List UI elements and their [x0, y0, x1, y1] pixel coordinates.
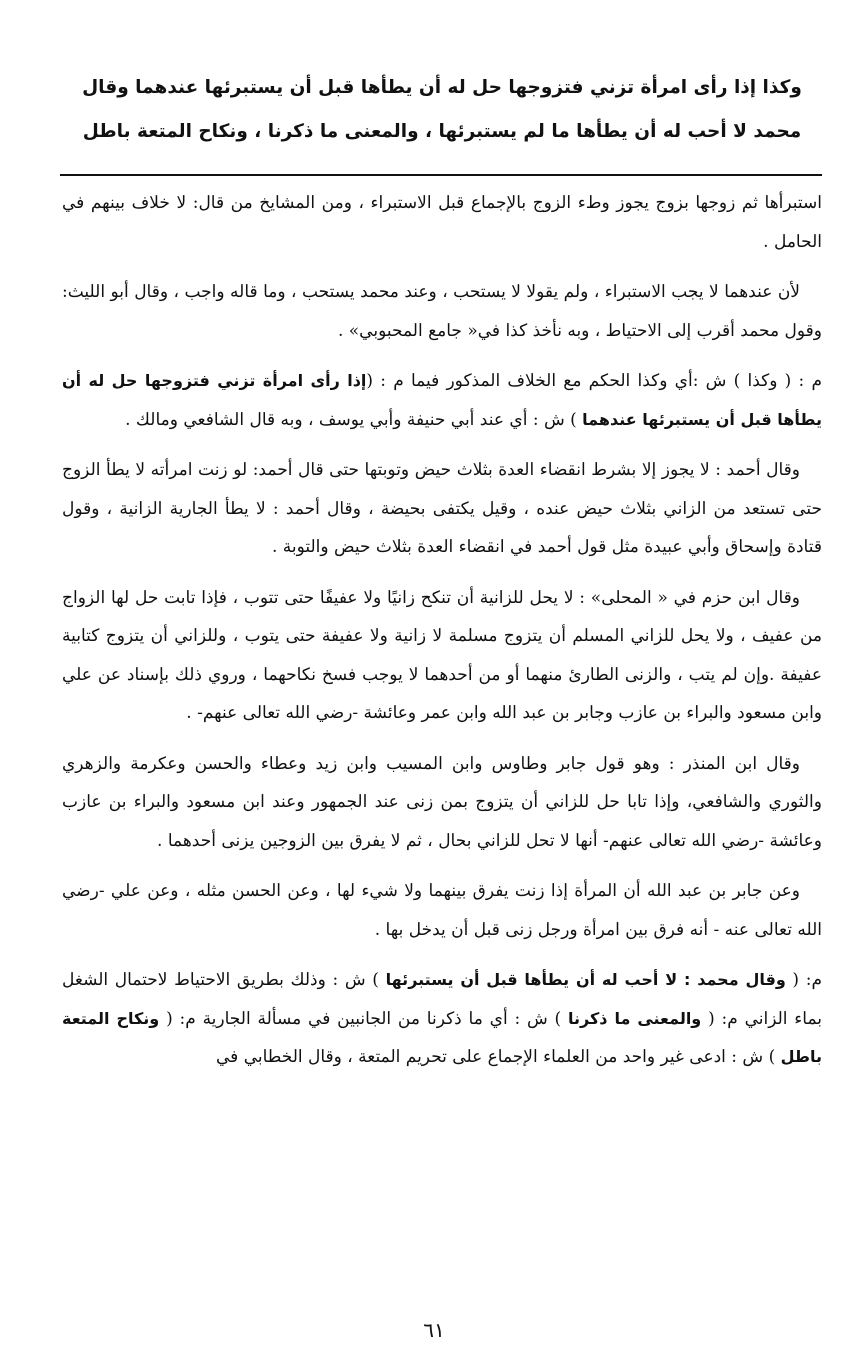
- commentary-text: م : ( وكذا ) ش :أي وكذا الحكم مع الخلاف المذكور فيما م : (: [366, 371, 822, 391]
- commentary-text: لأن عندهما لا يجب الاستبراء ، ولم يقولا لا يستحب ، وعند محمد يستحب ، وما قاله واجب ، وقال أبو الليث: وقول محمد أقرب إلى الاحتياط ، وبه نأخذ كذا في« جامع المحبوبي» .: [62, 282, 822, 341]
- book-page: [62, 66, 822, 1089]
- commentary-text: وقال ابن المنذر : وهو قول جابر وطاوس وابن المسيب وابن زيد وعطاء والحسن وعكرمة والزهري والثوري والشافعي، وإذا تابا حل للزاني أن يتزوج بمن زنى عند الجمهور وعند ابن مسعود والبراء بن عازب وعائشة -رضي الله تعالى عنهم- أنها لا تحل للزاني بحال ، ثم لا يفرق بين الزوجين يزنى أحدهما .: [62, 753, 822, 851]
- commentary-paragraph: [62, 184, 822, 261]
- commentary-text: وقال ابن حزم في « المحلى» : لا يحل للزانية أن تنكح زانيًا ولا عفيفًا حتى تتوب ، فإذا تابت حل لها الزواج من عفيف ، ولا يحل للزاني المسلم أن يتزوج مسلمة لا زانية ولا عفيفة حتى يتوب ، وللزاني أن يتزوج كتابية عفيفة .وإن لم يتب ، والزنى الطارئ منهما أو من أحدهما لا يوجب فسخ نكاحهما ، وروي ذلك بإسناد عن علي وابن مسعود والبراء بن عازب وجابر بن عبد الله وابن عمر وعائشة -رضي الله تعالى عنهم- .: [62, 587, 822, 723]
- commentary-text: ) ش : أي عند أبي حنيفة وأبي يوسف ، وبه قال الشافعي ومالك .: [125, 409, 583, 430]
- matn-quote: وقال محمد : لا أحب له أن يطأها قبل أن يستبرئها: [385, 970, 786, 989]
- matn-quote: والمعنى ما ذكرنا: [568, 1008, 702, 1028]
- commentary-paragraph: [62, 579, 822, 733]
- commentary-text: ) ش : وذلك بطريق الاحتياط لاحتمال الشغل بماء الزاني م: (: [62, 970, 823, 1029]
- page-number: ٦١: [423, 1318, 445, 1342]
- commentary-text: ) ش : أي ما ذكرنا من الجانبين في مسألة الجارية م: (: [159, 1008, 568, 1029]
- commentary-paragraph: [62, 872, 822, 949]
- matn-quote: ونكاح المتعة باطل: [62, 1008, 822, 1066]
- matn-text: وكذا إذا رأى امرأة تزني فتزوجها حل له أن يطأها قبل أن يستبرئها عندهما وقال محمد لا أحب له أن يطأها ما لم يستبرئها ، والمعنى ما ذكرنا ، ونكاح المتعة باطل: [82, 77, 802, 142]
- commentary-paragraph: [62, 273, 822, 350]
- commentary-text: م: (: [785, 970, 822, 990]
- commentary-paragraph: [62, 451, 822, 567]
- commentary-text: وقال أحمد : لا يجوز إلا بشرط انقضاء العدة بثلاث حيض وتوبتها حتى قال أحمد: لو زنت امرأته لا يطأ الزوج حتى تستعد من الزاني بثلاث حيض عنده ، وقيل يكتفى بحيضة ، وقال أحمد : لا يطأ الجارية الزانية ، وقول قتادة وإسحاق وأبي عبيدة مثل قول أحمد في انقضاء العدة بثلاث حيض والتوبة .: [62, 460, 822, 557]
- commentary-text: ) ش : ادعى غير واحد من العلماء الإجماع على تحريم المتعة ، وقال الخطابي في: [216, 1047, 781, 1067]
- separator-rule: [60, 174, 822, 176]
- matn-quote: إذا رأى امرأة تزني فتزوجها حل له أن يطأها قبل أن يستبرئها عندهما: [62, 371, 822, 429]
- commentary-paragraph: [62, 961, 822, 1077]
- commentary-paragraph: [62, 362, 822, 439]
- commentary-text: استبرأها ثم زوجها بزوج يجوز وطء الزوج بالإجماع قبل الاستبراء ، ومن المشايخ من قال: لا خلاف بينهم في الحامل .: [62, 193, 822, 252]
- commentary-body: [62, 184, 822, 1077]
- commentary-paragraph: [62, 745, 822, 861]
- commentary-text: وعن جابر بن عبد الله أن المرأة إذا زنت يفرق بينهما ولا شيء لها ، وعن الحسن مثله ، وعن علي -رضي الله تعالى عنه - أنه فرق بين امرأة ورجل زنى قبل أن يدخل بها .: [62, 881, 822, 940]
